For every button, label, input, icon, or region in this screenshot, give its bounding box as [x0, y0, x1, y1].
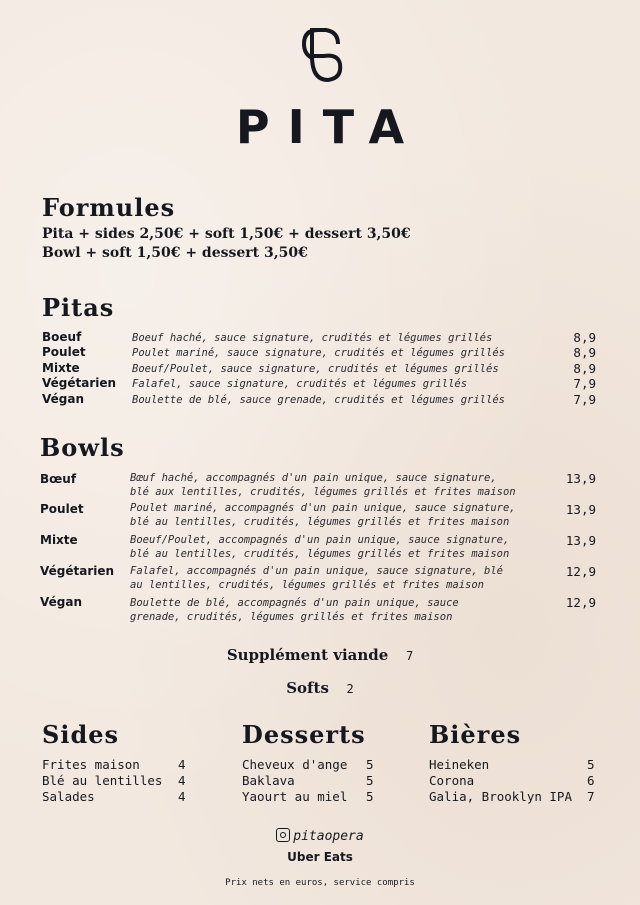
item-price: 13,9 — [565, 502, 596, 517]
item-price: 8,9 — [573, 330, 596, 345]
item-name: Végétarien — [40, 564, 115, 578]
item-name: Poulet — [40, 502, 84, 516]
item-name: Baklava — [242, 773, 295, 788]
formule-pita: Pita + sides 2,50€ + soft 1,50€ + dessert 3,50€ — [42, 226, 411, 242]
item-name: Boeuf — [42, 330, 82, 344]
item-description: Falafel, sauce signature, crudités et légumes grillés — [132, 378, 468, 390]
item-name: Poulet — [42, 345, 86, 359]
item-price: 7,9 — [573, 392, 596, 407]
pitas-title: Pitas — [42, 293, 115, 322]
item-price: 13,9 — [565, 471, 596, 486]
list-item — [429, 757, 601, 773]
item-name: Heineken — [429, 757, 490, 772]
formules-title: Formules — [42, 193, 176, 222]
instagram-handle[interactable] — [0, 828, 640, 844]
list-item — [242, 757, 382, 773]
list-item — [42, 773, 192, 789]
item-price: 4 — [178, 757, 186, 772]
item-name: Mixte — [40, 533, 78, 547]
item-price: 12,9 — [565, 564, 596, 579]
item-price: 7 — [587, 789, 595, 804]
item-description-line2: blé aux lentilles, crudités, légumes grillés et frites maison — [130, 486, 516, 498]
instagram-icon — [276, 828, 290, 842]
item-name: Blé au lentilles — [42, 773, 163, 788]
price-note: Prix nets en euros, service compris — [225, 878, 415, 888]
item-price: 12,9 — [565, 595, 596, 610]
item-price: 6 — [587, 773, 595, 788]
desserts-title: Desserts — [242, 720, 366, 749]
item-description: Boeuf/Poulet, sauce signature, crudités et légumes grillés — [132, 363, 499, 375]
item-description: Boeuf haché, sauce signature, crudités et légumes grillés — [132, 332, 493, 344]
list-item — [429, 773, 601, 789]
item-name: Végan — [40, 595, 82, 609]
item-name: Mixte — [42, 361, 80, 375]
item-description-line1: Falafel, accompagnés d'un pain unique, sauce signature, blé — [130, 565, 503, 577]
bieres-list — [429, 757, 601, 805]
item-name: Végan — [42, 392, 84, 406]
pita-logo-mark — [298, 26, 346, 86]
item-description-line1: Boulette de blé, accompagnés d'un pain unique, sauce — [130, 597, 459, 609]
sides-title: Sides — [42, 720, 120, 749]
supplement-line — [0, 645, 640, 664]
item-description: Boulette de blé, sauce grenade, crudités et légumes grillés — [132, 394, 505, 406]
item-price: 8,9 — [573, 345, 596, 360]
item-price: 5 — [366, 773, 374, 788]
item-price: 8,9 — [573, 361, 596, 376]
item-description-line1: Boeuf/Poulet, accompagnés d'un pain unique, sauce signature, — [130, 534, 510, 546]
item-name: Corona — [429, 773, 475, 788]
supplement-price: 7 — [405, 649, 414, 663]
item-price: 5 — [587, 757, 595, 772]
item-price: 5 — [366, 789, 374, 804]
item-description-line2: blé au lentilles, crudités, légumes grillés et frites maison — [130, 548, 510, 560]
desserts-list — [242, 757, 382, 805]
supplement-label: Supplément viande — [226, 646, 389, 664]
item-name: Yaourt au miel — [242, 789, 348, 804]
softs-price: 2 — [346, 682, 354, 696]
item-description-line2: au lentilles, crudités, légumes grillés et frites maison — [130, 579, 485, 591]
item-name: Galia, Brooklyn IPA — [429, 789, 572, 804]
item-name: Bœuf — [40, 472, 77, 486]
list-item — [42, 757, 192, 773]
item-price: 13,9 — [565, 533, 596, 548]
formule-bowl: Bowl + soft 1,50€ + dessert 3,50€ — [42, 245, 308, 261]
item-description-line2: blé au lentilles, crudités, légumes grillés et frites maison — [130, 516, 510, 528]
brand-name: PITA — [235, 100, 423, 154]
bieres-title: Bières — [429, 720, 522, 749]
item-name: Frites maison — [42, 757, 140, 772]
instagram-handle-text: pitaopera — [293, 829, 364, 844]
list-item — [429, 789, 601, 805]
item-price: 5 — [366, 757, 374, 772]
item-name: Salades — [42, 789, 95, 804]
softs-line — [0, 678, 640, 697]
item-price: 4 — [178, 773, 186, 788]
list-item — [242, 789, 382, 805]
item-name: Cheveux d'ange — [242, 757, 348, 772]
item-description: Poulet mariné, sauce signature, crudités et légumes grillés — [132, 347, 505, 359]
item-description-line2: grenade, crudités, légumes grillés et frites maison — [130, 611, 453, 623]
softs-label: Softs — [286, 679, 329, 697]
sides-list — [42, 757, 192, 805]
list-item — [42, 789, 192, 805]
item-description-line1: Bœuf haché, accompagnés d'un pain unique, sauce signature, — [130, 472, 497, 484]
uber-eats-logo[interactable]: Uber Eats — [287, 850, 353, 864]
item-name: Végétarien — [42, 376, 117, 390]
bowls-title: Bowls — [40, 433, 125, 462]
item-price: 4 — [178, 789, 186, 804]
item-price: 7,9 — [573, 376, 596, 391]
item-description-line1: Poulet mariné, accompagnés d'un pain unique, sauce signature, — [130, 502, 516, 514]
list-item — [242, 773, 382, 789]
